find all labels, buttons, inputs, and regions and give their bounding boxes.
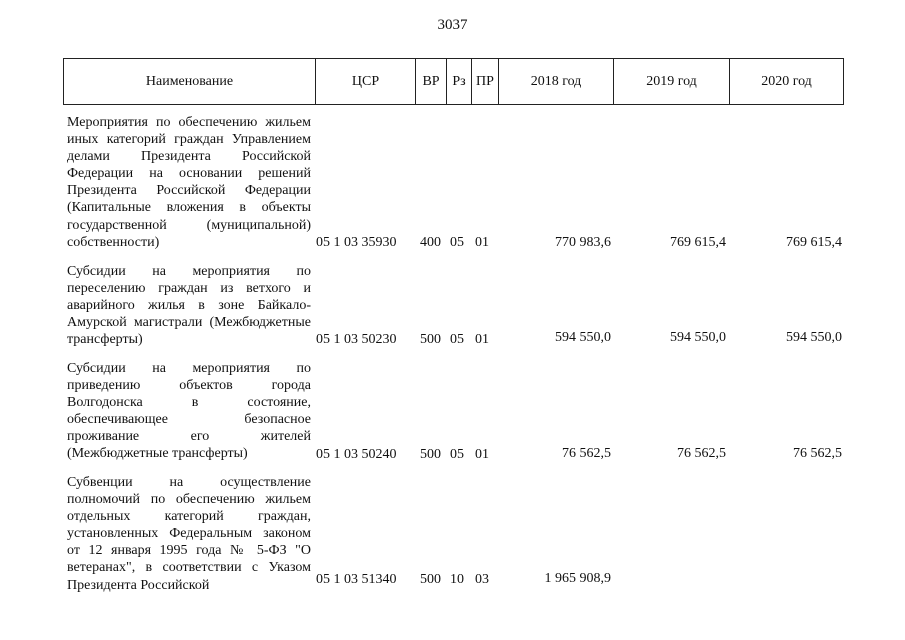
- table-row: [0, 114, 905, 254]
- row-csr: 05 1 03 50230: [316, 332, 397, 347]
- row-pr: 01: [475, 235, 489, 250]
- row-2019: 769 615,4: [670, 235, 726, 250]
- row-pr: 01: [475, 447, 489, 462]
- header-name: Наименование: [145, 73, 234, 89]
- row-vr: 500: [420, 447, 441, 462]
- header-csr: ЦСР: [315, 59, 415, 104]
- header-2019: 2019 год: [613, 59, 729, 104]
- header-2018: 2018 год: [498, 59, 613, 104]
- row-2020: 76 562,5: [793, 446, 842, 461]
- row-2020: 594 550,0: [786, 330, 842, 345]
- row-2018: 594 550,0: [555, 330, 611, 345]
- row-vr: 400: [420, 235, 441, 250]
- header-pr: ПР: [471, 59, 498, 104]
- row-csr: 05 1 03 50240: [316, 447, 397, 462]
- row-2018: 1 965 908,9: [544, 571, 611, 586]
- row-name: Субсидии на мероприятия по переселению граждан из ветхого и аварийного жилья в зоне Байкало-Амурской магистрали (Межбюджетные трансферты): [67, 264, 311, 348]
- table-row: [0, 474, 905, 599]
- row-rz: 05: [450, 235, 464, 250]
- row-rz: 05: [450, 447, 464, 462]
- row-csr: 05 1 03 35930: [316, 235, 397, 250]
- row-pr: 01: [475, 332, 489, 347]
- row-2018: 770 983,6: [555, 235, 611, 250]
- page-number: 3037: [437, 17, 468, 33]
- row-2019: 76 562,5: [677, 446, 726, 461]
- row-vr: 500: [420, 572, 441, 587]
- row-vr: 500: [420, 332, 441, 347]
- row-2020: 769 615,4: [786, 235, 842, 250]
- table-row: [0, 263, 905, 353]
- header-rz: Рз: [446, 59, 471, 104]
- row-rz: 10: [450, 572, 464, 587]
- row-name: Мероприятия по обеспечению жильем иных категорий граждан Управлением делами Президента Российской Федерации на основании решений Президента Российской Федерации (Капитальные вложения в объекты государственной (муниципальной) собственности): [67, 115, 311, 250]
- header-vr: ВР: [415, 59, 446, 104]
- row-name: Субсидии на мероприятия по приведению объектов города Волгодонска в состояние, обеспечивающее безопасное проживание его жителей (Межбюджетные трансферты): [67, 361, 311, 462]
- table-row: [0, 360, 905, 465]
- table-header: [63, 58, 844, 105]
- row-2018: 76 562,5: [562, 446, 611, 461]
- row-csr: 05 1 03 51340: [316, 572, 397, 587]
- row-2019: 594 550,0: [670, 330, 726, 345]
- header-2020: 2020 год: [729, 59, 843, 104]
- row-pr: 03: [475, 572, 489, 587]
- row-name: Субвенции на осуществление полномочий по обеспечению жильем отдельных категорий граждан, установленных Федеральным законом от 12 января 1995 года № 5-ФЗ "О ветеранах", в соответствии с Указом Президента Российской: [67, 475, 311, 593]
- row-rz: 05: [450, 332, 464, 347]
